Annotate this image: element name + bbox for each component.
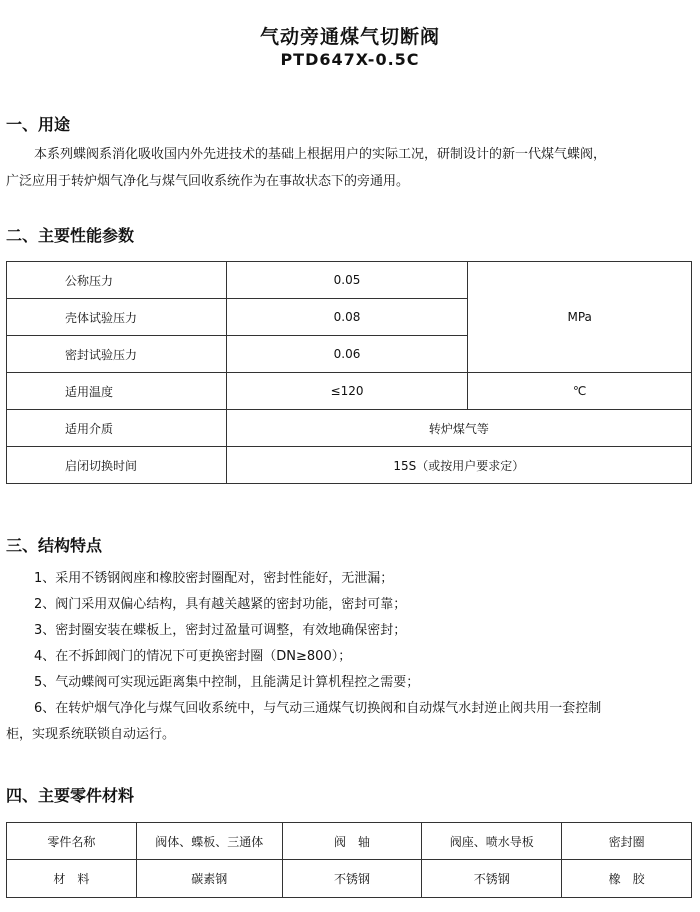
materials-cell: 不锈钢 bbox=[282, 860, 422, 898]
materials-cell: 材 料 bbox=[7, 860, 137, 898]
param-label: 适用温度 bbox=[7, 373, 227, 410]
materials-cell: 碳素钢 bbox=[136, 860, 282, 898]
param-label: 适用介质 bbox=[7, 410, 227, 447]
feature-list bbox=[6, 566, 692, 748]
model-number: PTD647X-0.5C bbox=[280, 50, 420, 69]
table-row bbox=[7, 373, 692, 410]
param-value: 0.06 bbox=[226, 336, 468, 373]
materials-cell: 不锈钢 bbox=[422, 860, 562, 898]
materials-header-cell: 密封圈 bbox=[562, 823, 692, 860]
materials-header-cell: 阀体、蝶板、三通体 bbox=[136, 823, 282, 860]
param-value: 转炉煤气等 bbox=[226, 410, 691, 447]
param-label: 壳体试验压力 bbox=[7, 299, 227, 336]
pressure-unit: MPa bbox=[468, 262, 692, 373]
param-label: 密封试验压力 bbox=[7, 336, 227, 373]
materials-cell: 橡 胶 bbox=[562, 860, 692, 898]
param-value: ≤120 bbox=[226, 373, 468, 410]
table-row bbox=[7, 262, 692, 299]
heading-params: 二、主要性能参数 bbox=[6, 226, 135, 245]
param-label: 启闭切换时间 bbox=[7, 447, 227, 484]
materials-header-cell: 零件名称 bbox=[7, 823, 137, 860]
heading-materials: 四、主要零件材料 bbox=[6, 786, 135, 805]
temperature-unit: ℃ bbox=[468, 373, 692, 410]
table-row bbox=[7, 860, 692, 898]
table-row bbox=[7, 823, 692, 860]
list-item: 2、阀门采用双偏心结构，具有越关越紧的密封功能，密封可靠； bbox=[34, 597, 407, 612]
param-value: 0.08 bbox=[226, 299, 468, 336]
materials-header-cell: 阀 轴 bbox=[282, 823, 422, 860]
list-item: 5、气动蝶阀可实现远距离集中控制，且能满足计算机程控之需要； bbox=[34, 675, 420, 690]
param-label: 公称压力 bbox=[7, 262, 227, 299]
table-row bbox=[7, 410, 692, 447]
page-title: 气动旁通煤气切断阀 bbox=[259, 26, 440, 48]
list-item: 6、在转炉烟气净化与煤气回收系统中，与气动三通煤气切换阀和自动煤气水封逆止阀共用一套控制 bbox=[34, 701, 602, 716]
list-item: 3、密封圈安装在蝶板上，密封过盈量可调整，有效地确保密封； bbox=[34, 623, 407, 638]
usage-line-1: 本系列蝶阀系消化吸收国内外先进技术的基础上根据用户的实际工况，研制设计的新一代煤气蝶阀， bbox=[34, 147, 607, 162]
list-item: 1、采用不锈钢阀座和橡胶密封圈配对，密封性能好，无泄漏； bbox=[34, 571, 394, 586]
param-value: 0.05 bbox=[226, 262, 468, 299]
heading-structure: 三、结构特点 bbox=[6, 536, 103, 555]
heading-usage: 一、用途 bbox=[6, 115, 71, 134]
list-item: 4、在不拆卸阀门的情况下可更换密封圈（DN≥800）； bbox=[34, 649, 352, 664]
list-item-continuation: 柜，实现系统联锁自动运行。 bbox=[6, 727, 176, 742]
usage-text bbox=[6, 141, 692, 195]
materials-header-cell: 阀座、喷水导板 bbox=[422, 823, 562, 860]
params-table bbox=[6, 261, 692, 484]
table-row bbox=[7, 447, 692, 484]
materials-table bbox=[6, 822, 692, 898]
usage-line-2: 广泛应用于转炉烟气净化与煤气回收系统作为在事故状态下的旁通用。 bbox=[6, 174, 410, 189]
param-value: 15S（或按用户要求定） bbox=[226, 447, 691, 484]
